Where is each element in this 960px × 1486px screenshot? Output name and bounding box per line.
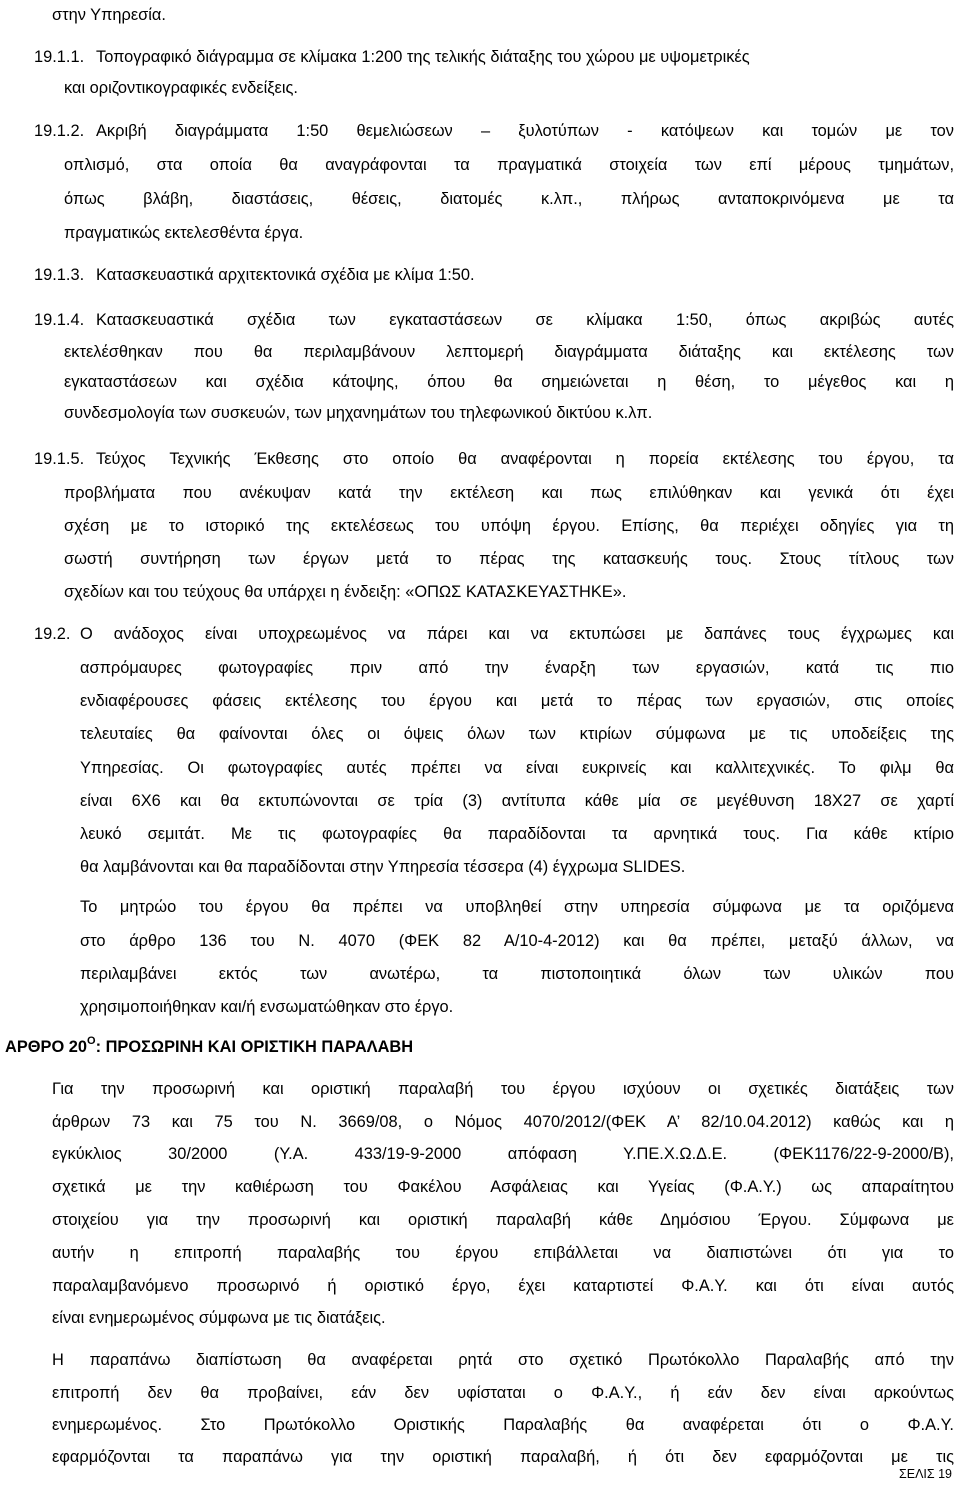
text-line: στην Υπηρεσία. <box>52 6 166 24</box>
text-line: στο άρθρο 136 του Ν. 4070 (ΦΕΚ 82 Α/10-4-2012) και θα πρέπει, μεταξύ άλλων, να <box>80 932 954 950</box>
text-line: εκτελέσθηκαν που θα περιλαμβάνουν λεπτομερή διαγράμματα διάταξης και εκτέλεσης των <box>64 343 954 361</box>
article-heading <box>5 1037 413 1059</box>
text-line: στοιχείου για την προσωρινή και οριστική παραλαβή κάθε Δημόσιου Έργου. Σύμφωνα με <box>52 1211 954 1229</box>
text-line: Ακριβή διαγράμματα 1:50 θεμελιώσεων – ξυλοτύπων - κατόψεων και τομών με τον <box>96 122 954 140</box>
text-line: τελευταίες θα φαίνονται όλες οι όψεις όλων των κτιρίων σύμφωνα με τις υποδείξεις της <box>80 725 954 743</box>
text-line: Υπηρεσίας. Οι φωτογραφίες αυτές πρέπει να είναι ευκρινείς και καλλιτεχνικές. Το φιλμ θα <box>80 759 954 777</box>
text-line: Κατασκευαστικά σχέδια των εγκαταστάσεων σε κλίμακα 1:50, όπως ακριβώς αυτές <box>96 311 954 329</box>
text-line: χρησιμοποιήθηκαν και/ή ενσωματώθηκαν στο έργο. <box>80 998 454 1016</box>
text-line: ενδιαφέρουσες φάσεις εκτέλεσης του έργου και μετά το πέρας των εργασιών, στις οποίες <box>80 692 954 710</box>
text-line: και οριζοντικογραφικές ενδείξεις. <box>64 79 298 97</box>
item-number: 19.1.3. <box>34 266 85 284</box>
text-line: εγκύκλιος 30/2000 (Υ.Α. 433/19-9-2000 απόφαση Υ.ΠΕ.Χ.Ω.Δ.Ε. (ΦΕΚ1176/22-9-2000/Β), <box>52 1145 954 1163</box>
text-line: Τοπογραφικό διάγραμμα σε κλίμακα 1:200 της τελικής διάταξης του χώρου με υψομετρικές <box>96 48 750 66</box>
text-line: Ο ανάδοχος είναι υποχρεωμένος να πάρει και να εκτυπώσει με δαπάνες τους έγχρωμες και <box>80 625 954 643</box>
text-line: εγκαταστάσεων και σχέδια κάτοψης, όπου θα σημειώνεται η θέση, το μέγεθος και η <box>64 373 954 391</box>
text-line: είναι 6Χ6 και θα εκτυπώνονται σε τρία (3) αντίτυπα κάθε μία σε μεγέθυνση 18Χ27 σε χαρτί <box>80 792 954 810</box>
item-number: 19.1.4. <box>34 311 85 329</box>
heading-prefix: ΑΡΘΡΟ 20 <box>5 1038 87 1056</box>
text-line: σωστή συντήρηση των έργων μετά το πέρας της κατασκευής τους. Στους τίτλους των <box>64 550 954 568</box>
text-line: ενημερωμένος. Στο Πρωτόκολλο Οριστικής Παραλαβής θα αναφέρεται ότι ο Φ.Α.Υ. <box>52 1416 954 1434</box>
text-line: λευκό σεμιτάτ. Με τις φωτογραφίες θα παραδίδονται τα αρνητικά τους. Για κάθε κτίριο <box>80 825 954 843</box>
item-number: 19.1.2. <box>34 122 85 140</box>
text-line: άρθρων 73 και 75 του Ν. 3669/08, ο Νόμος 4070/2012/(ΦΕΚ Α’ 82/10.04.2012) καθώς και η <box>52 1113 954 1131</box>
item-number: 19.1.5. <box>34 450 85 468</box>
text-line: Το μητρώο του έργου θα πρέπει να υποβληθεί στην υπηρεσία σύμφωνα με τα οριζόμενα <box>80 898 954 916</box>
text-line: παραλαμβανόμενο προσωρινό ή οριστικό έργο, έχει καταρτιστεί Φ.Α.Υ. και ότι είναι αυτός <box>52 1277 954 1295</box>
text-line: Η παραπάνω διαπίστωση θα αναφέρεται ρητά στο σχετικό Πρωτόκολλο Παραλαβής από την <box>52 1351 954 1369</box>
text-line: Τεύχος Τεχνικής Έκθεσης στο οποίο θα αναφέρονται η πορεία εκτέλεσης του έργου, τα <box>96 450 954 468</box>
text-line: επιτροπή δεν θα προβαίνει, εάν δεν υφίσταται ο Φ.Α.Υ., ή εάν δεν είναι αρκούντως <box>52 1384 954 1402</box>
text-line: περιλαμβάνει εκτός των ανωτέρω, τα πιστοποιητικά όλων των υλικών που <box>80 965 954 983</box>
text-line: ασπρόμαυρες φωτογραφίες πριν από την έναρξη των εργασιών, κατά τις πιο <box>80 659 954 677</box>
text-line: σχέση με το ιστορικό της εκτελέσεως του υπόψη έργου. Επίσης, θα περιέχει οδηγίες για τη <box>64 517 954 535</box>
text-line: Κατασκευαστικά αρχιτεκτονικά σχέδια με κλίμα 1:50. <box>96 266 475 284</box>
text-line: θα λαμβάνονται και θα παραδίδονται στην Υπηρεσία τέσσερα (4) έγχρωμα SLIDES. <box>80 858 686 876</box>
item-number: 19.2. <box>34 625 71 643</box>
heading-superscript: Ο <box>87 1035 96 1047</box>
text-line: σχεδίων και του τεύχους θα υπάρχει η ένδειξη: «ΟΠΩΣ ΚΑΤΑΣΚΕΥΑΣΤΗΚΕ». <box>64 583 627 601</box>
item-number: 19.1.1. <box>34 48 85 66</box>
text-line: συνδεσμολογία των συσκευών, των μηχανημάτων του τηλεφωνικού δικτύου κ.λπ. <box>64 404 653 422</box>
text-line: όπως βλάβη, διαστάσεις, θέσεις, διατομές κ.λπ., πλήρως ανταποκρινόμενα με τα <box>64 190 954 208</box>
text-line: είναι ενημερωμένος σύμφωνα με τις διατάξεις. <box>52 1309 386 1327</box>
text-line: πραγματικώς εκτελεσθέντα έργα. <box>64 224 304 242</box>
text-line: αυτήν η επιτροπή παραλαβής του έργου επιβάλλεται να διαπιστώνει ότι για το <box>52 1244 954 1262</box>
text-line: προβλήματα που ανέκυψαν κατά την εκτέλεση και πως επιλύθηκαν και γενικά ότι έχει <box>64 484 954 502</box>
heading-title: : ΠΡΟΣΩΡΙΝΗ ΚΑΙ ΟΡΙΣΤΙΚΗ ΠΑΡΑΛΑΒΗ <box>95 1038 414 1056</box>
page-number: ΣΕΛΙΣ 19 <box>899 1467 952 1481</box>
text-line: εφαρμόζονται τα παραπάνω για την οριστική παραλαβή, ή ότι δεν εφαρμόζονται με τις <box>52 1448 954 1466</box>
text-line: Για την προσωρινή και οριστική παραλαβή του έργου ισχύουν οι σχετικές διατάξεις των <box>52 1080 954 1098</box>
text-line: σχετικά με την καθιέρωση του Φακέλου Ασφάλειας και Υγείας (Φ.Α.Υ.) ως απαραίτητου <box>52 1178 954 1196</box>
text-line: οπλισμό, στα οποία θα αναγράφονται τα πραγματικά στοιχεία των επί μέρους τμημάτων, <box>64 156 954 174</box>
